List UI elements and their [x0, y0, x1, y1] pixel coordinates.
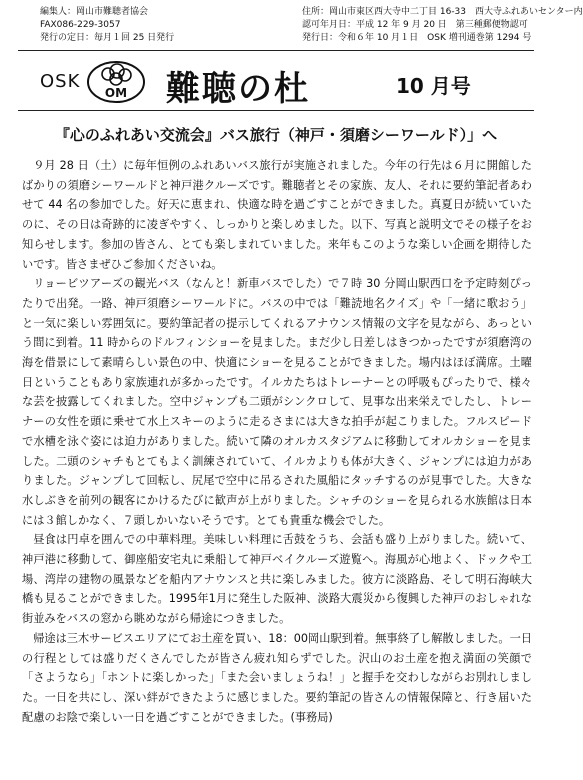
masthead-divider	[18, 110, 534, 111]
fax-info: FAX086-229-3057	[40, 20, 121, 30]
article-body	[22, 156, 532, 727]
issue-month: 10 月号	[396, 74, 471, 98]
article-paragraph: 昼食は円卓を囲んでの中華料理。美味しい料理に舌鼓をうち、会話も盛り上がりました。続いて、神戸港に移動して、御座船安宅丸に乗船して神戸ベイクルーズ遊覧へ。海風が心地よく、ドックや工場、湾岸の建物の風景などを船内アナウンスと共に楽しみました。彼方に淡路島、そして明石海峡大橋も見ることができました。1995年1月に発生した阪神、淡路大震災から復興した神戸のおしゃれな街並みをバスの窓から眺めながら帰途につきました。	[22, 533, 532, 626]
newsletter-title: 難聴の杜	[166, 69, 310, 109]
issue-info: 発行日：令和６年 10 月１日 OSK 増刊通巻第 1294 号	[302, 33, 532, 43]
logo-text: OM	[104, 86, 128, 100]
article-paragraph: ９月 28 日（土）に毎年恒例のふれあいバス旅行が実施されました。今年の行先は６月に開館したばかりの須磨シーワールドと神戸港クルーズです。難聴者とその家族、友人、それに要約筆記者あわせて 44 名の参加でした。好天に恵まれ、快適な時を過ごすことができました。真夏日が続いていたのに、その日は奇跡的に凌ぎやすく、しっかりと楽しめました。以下、写真と説明文でその様子をお知らせします。参加の皆さん、とても楽しまれていました。来年もこのような楽しい企画を期待したいです。皆さまぜひご参加くださいね。	[22, 159, 532, 271]
tree-logo-icon	[86, 60, 146, 104]
osk-label: OSK	[40, 71, 81, 92]
editor-info: 編集人：岡山市難聴者協会	[40, 7, 149, 17]
article-paragraph: 帰途は三木サービスエリアにてお土産を買い、18：00岡山駅到着。無事終了し解散しました。一日の行程としては盛りだくさんでしたが皆さん疲れ知らずでした。沢山のお土産を抱え満面の笑顔で「さようなら」「ホントに楽しかった」「また会いましょうね！」と握手を交わしながらお別れしました。一日を共にし、深い絆ができたように感じました。要約筆記の皆さんの情報保障と、行き届いた配慮のお陰で楽しい一日を過ごすことができました。(事務局)	[22, 631, 532, 724]
header-divider	[18, 50, 534, 51]
approval-info: 認可年月日：平成 12 年 9 月 20 日 第三種郵便物認可	[302, 20, 528, 30]
schedule-info: 発行の定日：毎月１回 25 日発行	[40, 33, 175, 43]
article-paragraph: リョービツアーズの観光バス（なんと！新車バスでした）で７時 30 分岡山駅西口を予定時刻ぴったりで出発。一路、神戸須磨シーワールドに。バスの中では「難読地名クイズ」や「一緒に歌おう」と一気に楽しい雰囲気に。要約筆記者の提示してくれるアナウンス情報の文字を見ながら、あっという間に到着。11 時からのドルフィンショーを見ました。まだ少し日差しはきつかったですが須磨湾の海を借景にして素晴らしい景色の中、快適にショーを見ることができました。場内はほぼ満席。土曜日ということもあり家族連れが多かったです。イルカたちはトレーナーとの呼吸もぴったりで、様々な芸を披露してくれました。空中ジャンプも二頭がシンクロして、見事な出来栄えでしたし、トレーナーの女性を頭に乗せて水上スキーのように走るさまには大きな拍手が起こりました。フルスピードで水槽を泳ぐ姿には迫力がありました。続いて隣のオルカスタジアムに移動してオルカショーを見ました。二頭のシャチもとてもよく訓練されていて、イルカよりも体が大きく、ジャンプには迫力がありました。ジャンプして回転し、尻尾で空中に吊るされた風船にタッチするのが見事でした。大きな水しぶきを前列の観客にかけるたびに歓声が上がりました。シャチのショーを見られる水族館は日本には３館しかなく、７頭しかいないそうです。とても貴重な機会でした。	[22, 277, 532, 527]
publication-info	[40, 6, 583, 45]
article-heading: 『心のふれあい交流会』バス旅行（神戸・須磨シーワールド）」へ	[54, 126, 498, 144]
masthead	[0, 58, 550, 109]
address-info: 住所：岡山市東区西大寺中二丁目 16-33 西大寺ふれあいセンター内	[302, 7, 583, 17]
